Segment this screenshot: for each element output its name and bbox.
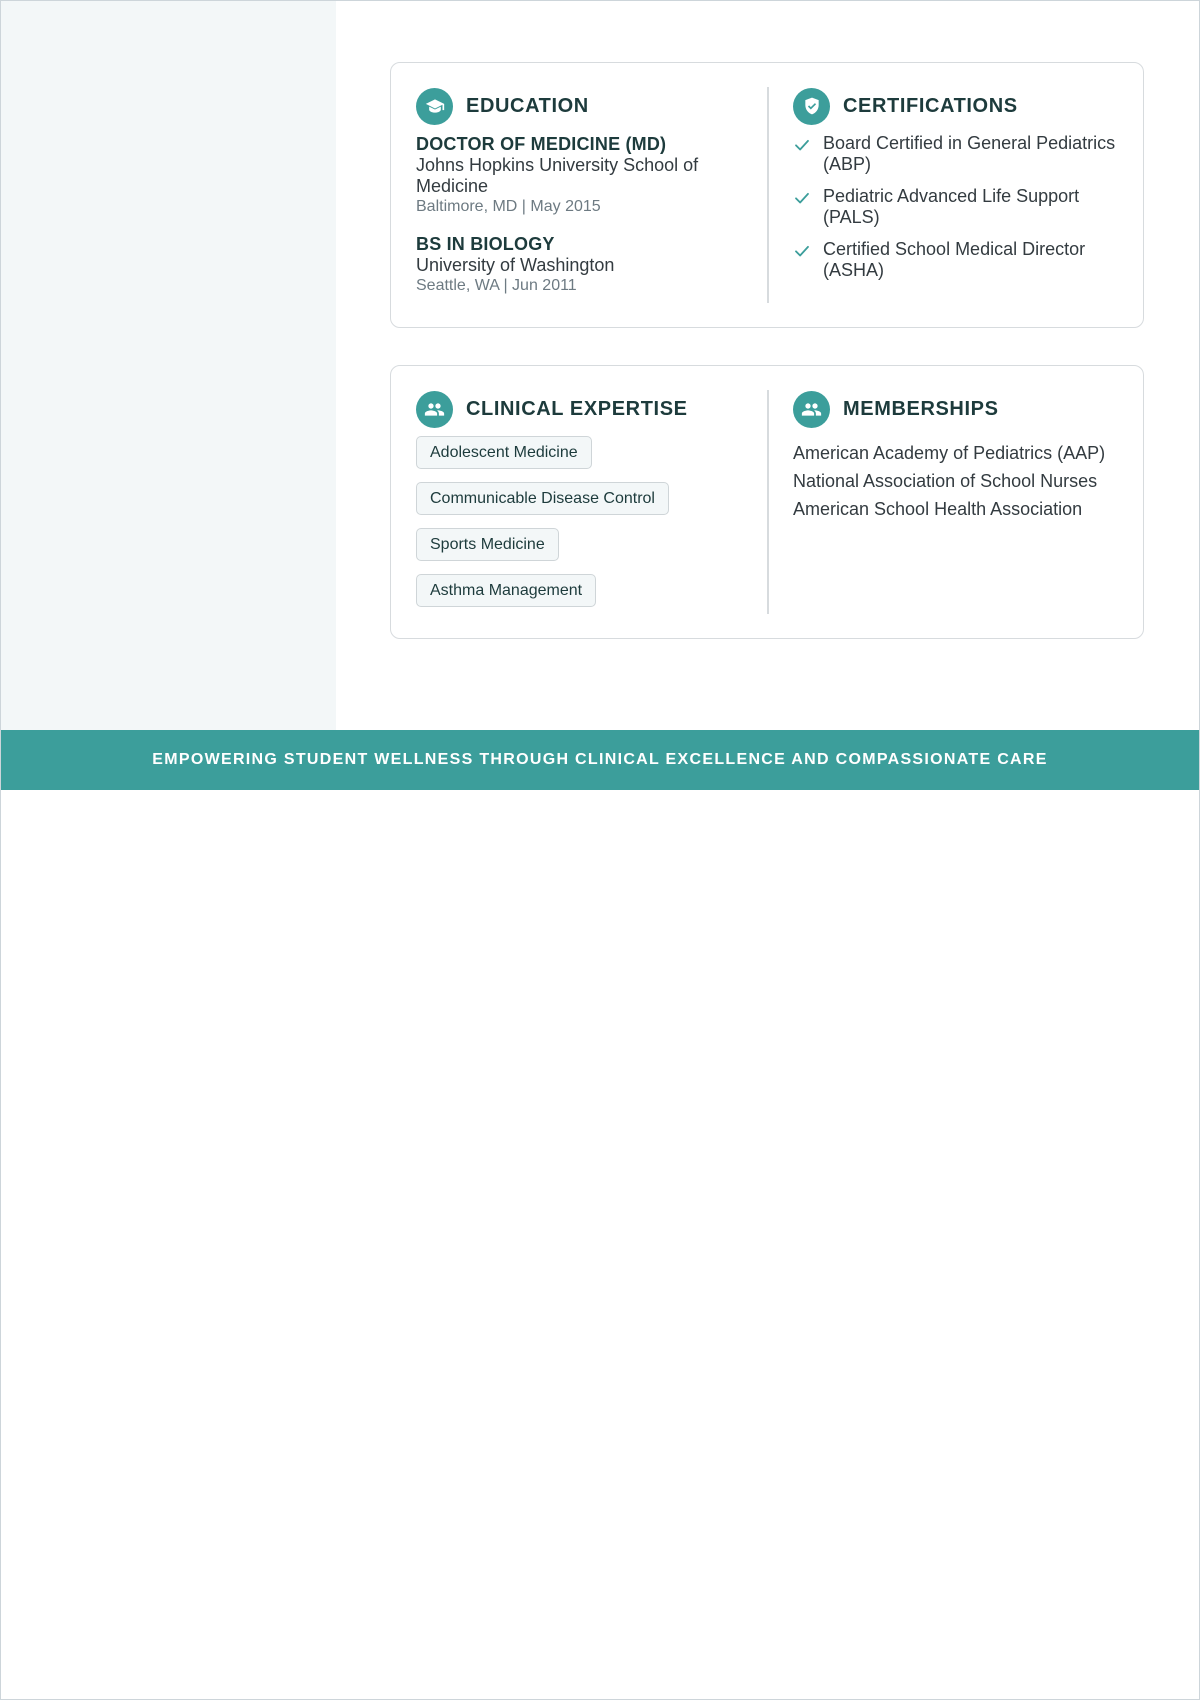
- expertise-tag: Asthma Management: [416, 574, 596, 607]
- list-item: [793, 239, 1125, 281]
- memberships-section: [768, 366, 1143, 638]
- certification-text: Pediatric Advanced Life Support (PALS): [823, 186, 1080, 227]
- expertise-tag: Sports Medicine: [416, 528, 559, 561]
- education-section: [391, 63, 768, 327]
- education-certifications-card: [390, 62, 1144, 328]
- expertise-memberships-card: [390, 365, 1144, 639]
- expertise-tag-list: [416, 436, 748, 620]
- tagline-text: EMPOWERING STUDENT WELLNESS THROUGH CLINICAL EXCELLENCE AND COMPASSIONATE CARE: [152, 751, 1048, 768]
- section-title: EDUCATION: [466, 94, 589, 117]
- list-item: American Academy of Pediatrics (AAP): [793, 443, 1106, 463]
- people-icon: [416, 391, 453, 428]
- degree-school: University of Washington: [416, 255, 615, 275]
- list-item: [793, 133, 1125, 175]
- shield-check-icon: [793, 88, 830, 125]
- degree-name: DOCTOR OF MEDICINE (MD): [416, 134, 667, 154]
- graduation-cap-icon: [416, 88, 453, 125]
- check-icon: [793, 189, 811, 207]
- degree-location-date: Baltimore, MD | May 2015: [416, 198, 601, 215]
- degree-school: Johns Hopkins University School of Medicine: [416, 155, 699, 196]
- memberships-header: [793, 390, 1125, 428]
- certification-text: Board Certified in General Pediatrics (ABP): [823, 133, 1116, 174]
- clinical-expertise-section: [391, 366, 768, 638]
- list-item: [793, 186, 1125, 228]
- degree-name: BS IN BIOLOGY: [416, 234, 555, 254]
- expertise-tag: Adolescent Medicine: [416, 436, 592, 469]
- degree-entry: [416, 133, 748, 217]
- section-title: CERTIFICATIONS: [843, 94, 1018, 117]
- expertise-tag: Communicable Disease Control: [416, 482, 669, 515]
- list-item: American School Health Association: [793, 499, 1083, 519]
- degree-entry: [416, 233, 748, 296]
- certifications-header: [793, 87, 1125, 125]
- check-icon: [793, 242, 811, 260]
- list-item: National Association of School Nurses: [793, 471, 1098, 491]
- tagline-banner: [1, 730, 1199, 790]
- certifications-section: [768, 63, 1143, 327]
- section-title: CLINICAL EXPERTISE: [466, 397, 688, 420]
- degree-location-date: Seattle, WA | Jun 2011: [416, 277, 577, 294]
- membership-list: [793, 443, 1125, 520]
- section-title: MEMBERSHIPS: [843, 397, 999, 420]
- clinical-expertise-header: [416, 390, 748, 428]
- certification-text: Certified School Medical Director (ASHA): [823, 239, 1086, 280]
- people-icon: [793, 391, 830, 428]
- certification-list: [793, 133, 1125, 281]
- education-header: [416, 87, 748, 125]
- check-icon: [793, 136, 811, 154]
- left-sidebar-panel: [1, 1, 336, 730]
